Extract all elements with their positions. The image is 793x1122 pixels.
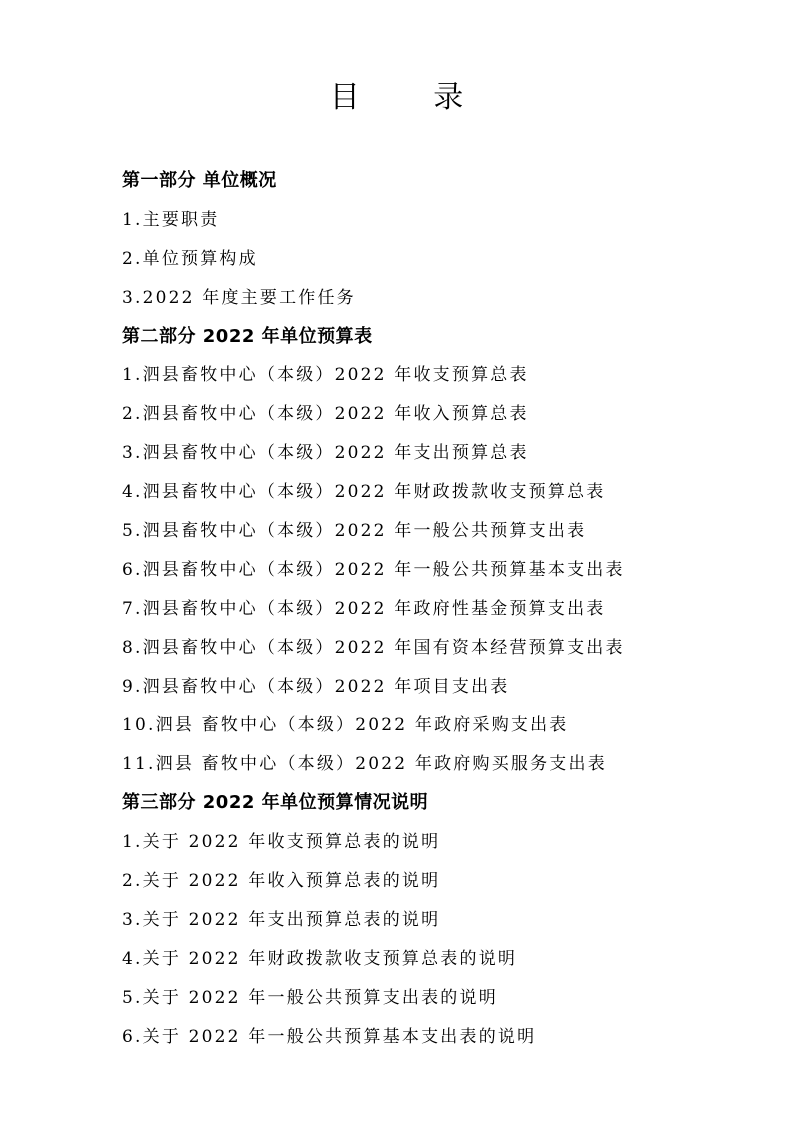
toc-item: 9.泗县畜牧中心（本级）2022 年项目支出表 <box>122 676 510 697</box>
toc-item: 3.2022 年度主要工作任务 <box>122 287 356 308</box>
toc-item: 2.泗县畜牧中心（本级）2022 年收入预算总表 <box>122 404 529 425</box>
toc-item: 7.泗县畜牧中心（本级）2022 年政府性基金预算支出表 <box>122 598 606 619</box>
toc-item: 10.泗县 畜牧中心（本级）2022 年政府采购支出表 <box>122 715 569 736</box>
toc-item: 11.泗县 畜牧中心（本级）2022 年政府购买服务支出表 <box>122 754 607 775</box>
toc-item: 3.关于 2022 年支出预算总表的说明 <box>122 909 441 930</box>
toc-item: 6.关于 2022 年一般公共预算基本支出表的说明 <box>122 1026 537 1047</box>
toc-item: 3.泗县畜牧中心（本级）2022 年支出预算总表 <box>122 443 529 464</box>
toc-item: 6.泗县畜牧中心（本级）2022 年一般公共预算基本支出表 <box>122 559 625 580</box>
page-title: 目 录 <box>329 80 496 115</box>
section-heading-part-3: 第三部分 2022 年单位预算情况说明 <box>122 792 429 814</box>
toc-item: 5.泗县畜牧中心（本级）2022 年一般公共预算支出表 <box>122 521 587 542</box>
toc-item: 4.关于 2022 年财政拨款收支预算总表的说明 <box>122 948 518 969</box>
toc-item: 1.关于 2022 年收支预算总表的说明 <box>122 832 441 853</box>
section-heading-part-2: 第二部分 2022 年单位预算表 <box>122 325 373 347</box>
toc-item: 1.泗县畜牧中心（本级）2022 年收支预算总表 <box>122 365 529 386</box>
toc-item: 1.主要职责 <box>122 209 220 230</box>
toc-item: 2.单位预算构成 <box>122 248 258 269</box>
toc-item: 4.泗县畜牧中心（本级）2022 年财政拨款收支预算总表 <box>122 482 606 503</box>
toc-item: 5.关于 2022 年一般公共预算支出表的说明 <box>122 987 498 1008</box>
table-of-contents <box>122 162 762 1056</box>
toc-item: 8.泗县畜牧中心（本级）2022 年国有资本经营预算支出表 <box>122 637 625 658</box>
section-heading-part-1: 第一部分 单位概况 <box>122 170 277 191</box>
toc-item: 2.关于 2022 年收入预算总表的说明 <box>122 871 441 892</box>
